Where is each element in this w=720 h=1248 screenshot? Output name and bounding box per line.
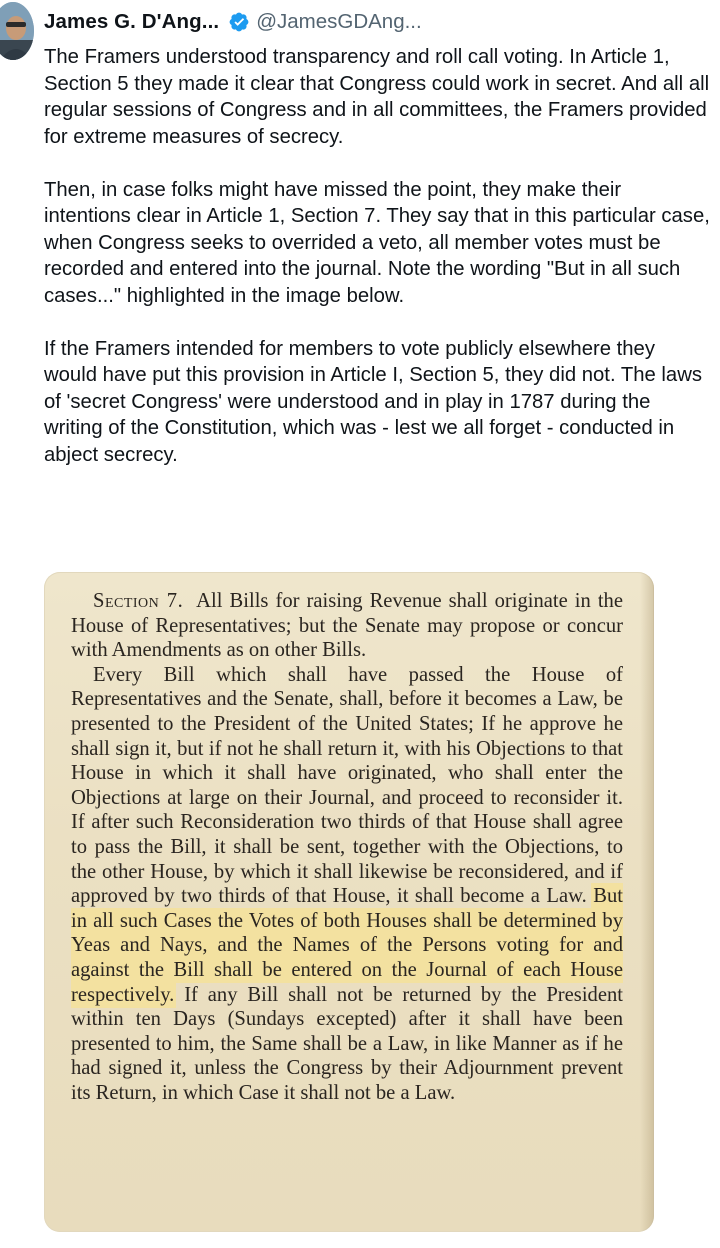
section-7-text-2a: Every Bill which shall have passed the House of Representatives and the Senate, shall, before it becomes a Law, be presented to the President of the United States; If he approve he shall sign it, but if not he shall return it, with his Objections to that House in which it shall have originated, who shall enter the Objections at large on their Journal, and proceed to reconsider it. If after such Reconsideration two thirds of that House shall agree to pass the Bill, it shall be sent, together with the Objections, to the other House, by which it shall likewise be reconsidered, and if approved by two thirds of that House, it shall become a Law. xyxy=(71,663,623,908)
verified-badge-icon xyxy=(228,11,250,33)
section-7-text-2b: If any Bill shall not be returned by the President within ten Days (Sundays excepted) after it shall have been presented to him, the Same shall be a Law, in like Manner as if he had signed it, unless the Congress by their Adjournment prevent its Return, in which Case it shall not be a Law. xyxy=(71,983,623,1104)
section-label: Section 7. xyxy=(93,590,184,612)
tweet-image[interactable] xyxy=(44,572,654,1232)
tweet-header xyxy=(44,6,422,38)
tweet-paragraph-1: The Framers understood transparency and roll call voting. In Article 1, Section 5 they made it clear that Congress could work in secret. And all all regular sessions of Congress and in all committees, the Framers provided for extreme measures of secrecy. xyxy=(44,46,710,148)
section-7-paragraph-2 xyxy=(71,663,623,1106)
author-display-name[interactable]: James G. D'Ang... xyxy=(44,10,220,33)
tweet-text xyxy=(44,44,712,468)
avatar-photo-icon xyxy=(0,2,34,60)
author-handle[interactable]: @JamesGDAng... xyxy=(256,10,422,33)
tweet-paragraph-3: If the Framers intended for members to vote publicly elsewhere they would have put this provision in Article I, Section 5, they did not. The laws of 'secret Congress' were understood and in play in 1787 during the writing of the Constitution, which was - lest we all forget - conducted in abject secrecy. xyxy=(44,337,703,466)
highlighted-text: But in all such Cases the Votes of both Houses shall be determined by Yeas and Nays, and the Names of the Persons voting for and against the Bill shall be entered on the Journal of each House respectively. xyxy=(71,885,623,1006)
tweet-paragraph-2: Then, in case folks might have missed the point, they make their intentions clear in Article 1, Section 7. They say that in this particular case, when Congress seeks to overrided a veto, all member votes must be recorded and entered into the journal. Note the wording "But in all such cases..." highlighted in the image below. xyxy=(44,178,710,307)
author-avatar[interactable] xyxy=(0,2,34,60)
section-7-paragraph-1 xyxy=(71,589,623,663)
constitution-scan-text xyxy=(71,589,623,1105)
section-7-text-1: All Bills for raising Revenue shall originate in the House of Representatives; but the Senate may propose or concur with Amendments as on other Bills. xyxy=(71,590,623,662)
